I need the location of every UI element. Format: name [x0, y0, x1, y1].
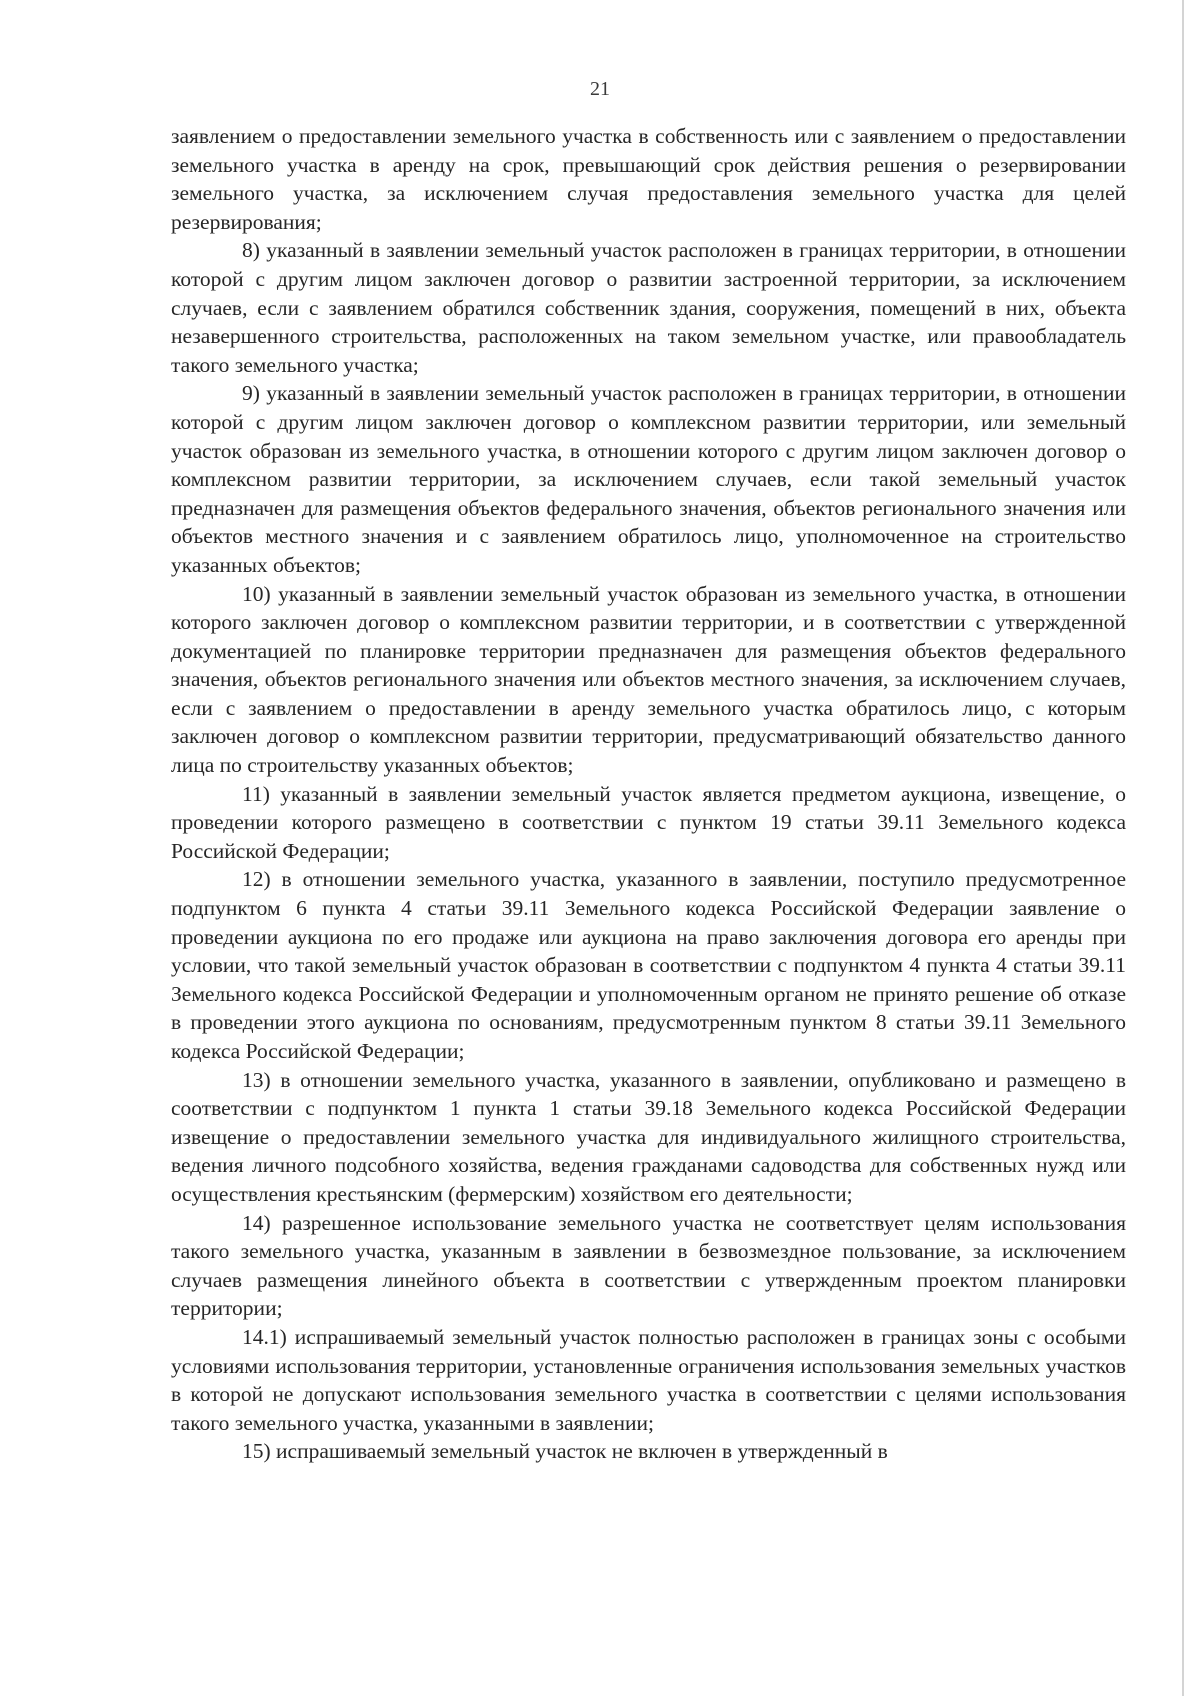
- document-body: [171, 122, 1126, 1466]
- paragraph-item-8: 8) указанный в заявлении земельный участок расположен в границах территории, в отношении которой с другим лицом заключен договор о развитии застроенной территории, за исключением случаев, если с заявлением обратился собственник здания, сооружения, помещений в них, объекта незавершенного строительства, расположенных на таком земельном участке, или правообладатель такого земельного участка;: [171, 238, 1126, 377]
- page-number: 21: [590, 78, 610, 100]
- page-edge-line: [1182, 0, 1184, 1696]
- paragraph-item-13: 13) в отношении земельного участка, указанного в заявлении, опубликовано и размещено в соответствии с подпунктом 1 пункта 1 статьи 39.18 Земельного кодекса Российской Федерации извещение о предоставлении земельного участка для индивидуального жилищного строительства, ведения личного подсобного хозяйства, ведения гражданами садоводства для собственных нужд или осуществления крестьянским (фермерским) хозяйством его деятельности;: [171, 1067, 1126, 1206]
- paragraph-item-14-1: 14.1) испрашиваемый земельный участок полностью расположен в границах зоны с особыми условиями использования территории, установленные ограничения использования земельных участков в которой не допускают использования земельного участка в соответствии с целями использования такого земельного участка, указанными в заявлении;: [171, 1324, 1126, 1435]
- paragraph-item-10: 10) указанный в заявлении земельный участок образован из земельного участка, в отношении которого заключен договор о комплексном развитии территории, и в соответствии с утвержденной документацией по планировке территории предназначен для размещения объектов федерального значения, объектов регионального значения или объектов местного значения, за исключением случаев, если с заявлением о предоставлении в аренду земельного участка обратилось лицо, с которым заключен договор о комплексном развитии территории, предусматривающий обязательство данного лица по строительству указанных объектов;: [171, 581, 1126, 778]
- paragraph-item-11: 11) указанный в заявлении земельный участок является предметом аукциона, извещение, о проведении которого размещено в соответствии с пунктом 19 статьи 39.11 Земельного кодекса Российской Федерации;: [171, 781, 1126, 863]
- paragraph-item-14: 14) разрешенное использование земельного участка не соответствует целям использования такого земельного участка, указанным в заявлении в безвозмездное пользование, за исключением случаев размещения линейного объекта в соответствии с утвержденным проектом планировки территории;: [171, 1210, 1126, 1321]
- paragraph-item-12: 12) в отношении земельного участка, указанного в заявлении, поступило предусмотренное подпунктом 6 пункта 4 статьи 39.11 Земельного кодекса Российской Федерации заявление о проведении аукциона по его продаже или аукциона на право заключения договора его аренды при условии, что такой земельный участок образован в соответствии с подпунктом 4 пункта 4 статьи 39.11 Земельного кодекса Российской Федерации и уполномоченным органом не принято решение об отказе в проведении этого аукциона по основаниям, предусмотренным пунктом 8 статьи 39.11 Земельного кодекса Российской Федерации;: [171, 867, 1126, 1063]
- paragraph-item-15: 15) испрашиваемый земельный участок не включен в утвержденный в: [242, 1439, 888, 1464]
- paragraph-continuation: заявлением о предоставлении земельного участка в собственность или с заявлением о предоставлении земельного участка в аренду на срок, превышающий срок действия решения о резервировании земельного участка, за исключением случая предоставления земельного участка для целей резервирования;: [171, 124, 1126, 234]
- paragraph-item-9: 9) указанный в заявлении земельный участок расположен в границах территории, в отношении которой с другим лицом заключен договор о комплексном развитии территории, или земельный участок образован из земельного участка, в отношении которого с другим лицом заключен договор о комплексном развитии территории, за исключением случаев, если такой земельный участок предназначен для размещения объектов федерального значения, объектов регионального значения или объектов местного значения и с заявлением обратилось лицо, уполномоченное на строительство указанных объектов;: [171, 381, 1126, 577]
